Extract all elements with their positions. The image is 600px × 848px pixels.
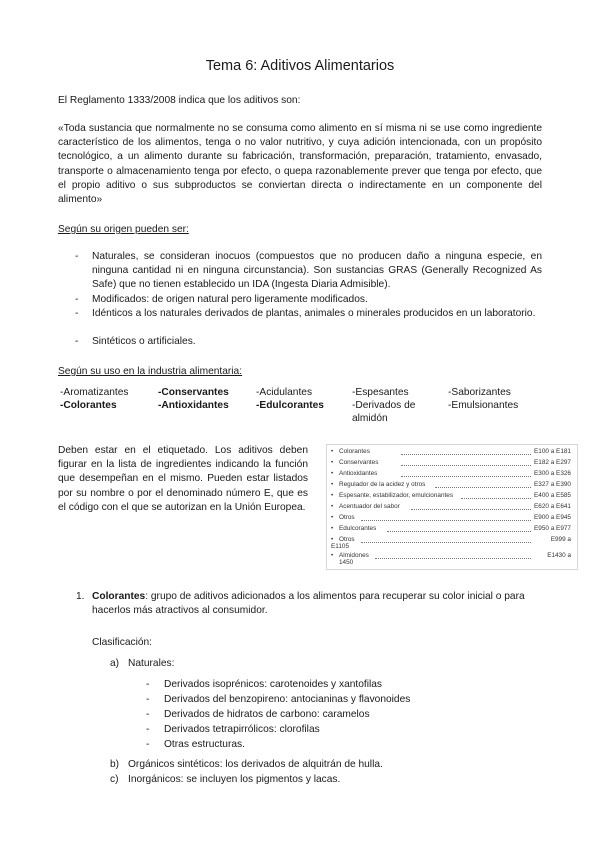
table-row-continuation: E1105 [331, 543, 350, 550]
subheading-naturales: Naturales: [128, 658, 175, 669]
list-item: Naturales, se consideran inocuos (compuestos que no producen daño a ninguna especie, en ninguna cantidad ni en ninguna circunstancia). Son sustancias GRAS (Generally Recognized As Safe) que no tienen establecido un IDA (Ingesta Diaria Admisible). [92, 251, 542, 291]
classification-label: Clasificación: [92, 637, 153, 648]
list-item: Idénticos a los naturales derivados de plantas, animales o minerales producidos en un laboratorio. [92, 308, 536, 319]
list-item: Derivados de hidratos de carbono: caramelos [164, 709, 370, 720]
list-item: Derivados isoprénicos: carotenoides y xantofilas [164, 679, 383, 690]
table-row: • Almidones E1430 a [331, 552, 571, 559]
intro-text: El Reglamento 1333/2008 indica que los aditivos son: [58, 95, 301, 106]
list-item: Otras estructuras. [164, 739, 245, 750]
section-paragraph [92, 590, 552, 618]
bullet-dash: - [146, 739, 150, 750]
list-letter: c) [110, 774, 119, 785]
table-row: • Regulador de la acidez y otros E327 a E390 [331, 481, 571, 488]
usage-item: -Conservantes [158, 387, 229, 398]
page-title: Tema 6: Aditivos Alimentarios [205, 58, 395, 74]
list-item-organicos: Orgánicos sintéticos: los derivados de alquitrán de hulla. [128, 759, 383, 770]
origin-heading: Según su origen pueden ser: [58, 224, 189, 235]
bullet-dash: - [75, 294, 79, 305]
list-letter: b) [110, 759, 120, 770]
table-row: • Antioxidantes E300 a E326 [331, 470, 571, 477]
list-item: Sintéticos o artificiales. [92, 336, 196, 347]
bullet-dash: - [75, 308, 79, 319]
usage-heading: Según su uso en la industria alimentaria: [58, 366, 243, 377]
table-row: • Colorantes E100 a E181 [331, 448, 571, 455]
list-item-inorganicos: Inorgánicos: se incluyen los pigmentos y lacas. [128, 774, 341, 785]
section-number: 1. [76, 591, 85, 602]
bullet-dash: - [146, 709, 150, 720]
table-row: • Edulcorantes E950 a E977 [331, 525, 571, 532]
table-row: • Conservantes E182 a E297 [331, 459, 571, 466]
usage-item: -Saborizantes [448, 387, 511, 398]
usage-item: -Acidulantes [256, 387, 313, 398]
table-row: • Otros E900 a E945 [331, 514, 571, 521]
section-text: : grupo de aditivos adicionados a los alimentos para recuperar su color inicial o para hacerlos más atractivos al consumidor. [92, 591, 525, 617]
usage-item: -Derivados de almidón [352, 400, 416, 424]
bullet-dash: - [75, 251, 79, 262]
bullet-dash: - [146, 694, 150, 705]
list-letter: a) [110, 658, 120, 669]
usage-item: -Aromatizantes [60, 387, 129, 398]
usage-item: -Edulcorantes [256, 400, 324, 411]
usage-item: -Colorantes [60, 400, 117, 411]
table-row: • Espesante, estabilizador, emulcionantes E400 a E585 [331, 492, 571, 499]
table-row: • Otros E999 a [331, 536, 571, 543]
table-row: • Acentuador del sabor E620 a E641 [331, 503, 571, 510]
list-item: Derivados tetrapirrólicos: clorofilas [164, 724, 320, 735]
labeling-text: Deben estar en el etiquetado. Los aditivos deben figurar en la lista de ingredientes indicando la función que desempeñan en el mismo. Pueden estar listados por su nombre o por el denominado número E, que es el código con el que se autorizan en la Unión Europea. [58, 445, 308, 513]
bullet-dash: - [75, 336, 79, 347]
bullet-dash: - [146, 679, 150, 690]
bullet-dash: - [146, 724, 150, 735]
section-term: Colorantes [92, 591, 146, 602]
e-number-table [326, 444, 578, 570]
usage-item: -Espesantes [352, 387, 409, 398]
list-item: Modificados: de origen natural pero ligeramente modificados. [92, 294, 368, 305]
definition-quote: «Toda sustancia que normalmente no se consuma como alimento en sí misma ni se use como ingrediente característico de los alimentos, tenga o no valor nutritivo, y cuya adición intencionada, con un propósito tecnológico, a un alimento durante su fabricación, transformación, preparación, tratamiento, envasado, transporte o almacenamiento tenga por efecto, o quepa razonablemente prever que tenga por efecto, que el propio aditivo o sus subproductos se conviertan directa o indirectamente en un componente del alimento» [58, 123, 542, 206]
usage-item: -Antioxidantes [158, 400, 229, 411]
list-item: Derivados del benzopireno: antocianinas y flavonoides [164, 694, 411, 705]
usage-item: -Emulsionantes [448, 400, 519, 411]
table-row-continuation: 1450 [339, 559, 354, 566]
